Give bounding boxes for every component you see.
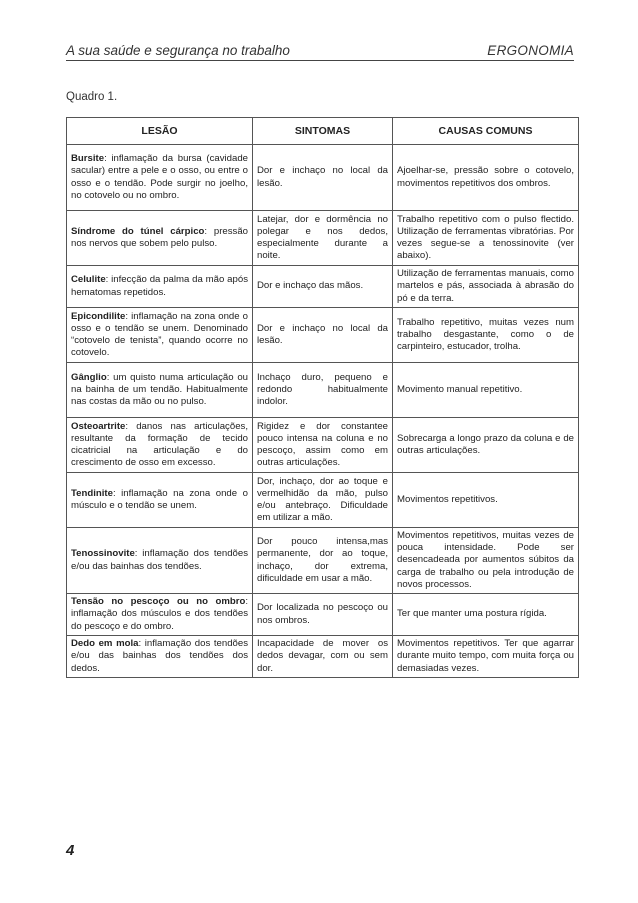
causas-cell: Ajoelhar-se, pressão sobre o cotovelo, movimentos repetitivos dos ombros.	[393, 145, 579, 211]
table-header-row	[67, 118, 579, 145]
causas-cell: Movimentos repetitivos. Ter que agarrar durante muito tempo, com muita força ou demasiadas vezes.	[393, 636, 579, 678]
lesao-term: Gânglio	[71, 371, 107, 383]
table-row	[67, 473, 579, 528]
header-section: ERGONOMIA	[487, 43, 574, 58]
table-row	[67, 145, 579, 211]
table-row	[67, 418, 579, 473]
sintomas-cell: Incapacidade de mover os dedos devagar, com ou sem dor.	[253, 636, 393, 678]
causas-cell: Movimentos repetitivos.	[393, 473, 579, 528]
causas-cell: Sobrecarga a longo prazo da coluna e de outras articulações.	[393, 418, 579, 473]
lesao-term: Bursite	[71, 153, 105, 165]
lesao-cell	[67, 636, 253, 678]
table-row	[67, 363, 579, 418]
lesao-description: : danos nas articulações, resultante da formação de tecido cicatricial na articulação e do crescimento de osso em excesso.	[71, 420, 248, 469]
lesao-cell	[67, 418, 253, 473]
lesao-description: : inflamação dos músculos e dos tendões do pescoço e do ombro.	[71, 596, 248, 632]
lesao-description: : inflamação dos tendões e/ou das bainhas dos tendões dos dedos.	[71, 638, 248, 674]
lesao-term: Síndrome do túnel cárpico	[71, 225, 205, 237]
sintomas-cell: Dor e inchaço no local da lesão.	[253, 145, 393, 211]
lesao-cell	[67, 308, 253, 363]
lesao-description: : infecção da palma da mão após hematomas repetidos.	[71, 274, 248, 298]
sintomas-cell: Dor, inchaço, dor ao toque e vermelhidão da mão, pulso e/ou antebraço. Dificuldade em utilizar a mão.	[253, 473, 393, 528]
lesao-term: Tenossinovite	[71, 548, 135, 560]
lesao-description: : pressão nos nervos que sobem pelo pulso.	[71, 225, 248, 249]
lesao-cell	[67, 528, 253, 594]
lesao-description: : um quisto numa articulação ou na bainha de um tendão. Habitualmente nas costas da mão ou no pulso.	[71, 371, 248, 408]
lesao-term: Tendinite	[71, 487, 113, 499]
causas-cell: Utilização de ferramentas manuais, como martelos e pás, associada à abrasão do pó e da terra.	[393, 266, 579, 308]
lesao-description: : inflamação da bursa (cavidade sacular) entre a pele e o osso, ou entre o osso e o tendão. Pode surgir no joelho, no cotovelo ou no ombro.	[71, 153, 248, 201]
table-row	[67, 308, 579, 363]
header-title: A sua saúde e segurança no trabalho	[66, 43, 290, 58]
lesao-cell	[67, 145, 253, 211]
sintomas-cell: Inchaço duro, pequeno e redondo habitualmente indolor.	[253, 363, 393, 418]
sintomas-cell: Dor localizada no pescoço ou nos ombros.	[253, 594, 393, 636]
lesao-description: : inflamação na zona onde o osso e o tendão se unem. Denominado “cotovelo de tenista”, quando ocorre no cotovelo.	[71, 310, 248, 359]
lesao-cell	[67, 473, 253, 528]
lesao-term: Dedo em mola	[71, 638, 139, 650]
column-header-sintomas: SINTOMAS	[253, 118, 393, 145]
lesao-cell	[67, 266, 253, 308]
lesao-term: Epicondilite	[71, 310, 126, 322]
sintomas-cell: Latejar, dor e dormência no polegar e nos dedos, especialmente durante a noite.	[253, 211, 393, 266]
lesao-description: : inflamação na zona onde o músculo e o tendão se unem.	[71, 487, 248, 511]
lesao-term: Tensão no pescoço ou no ombro	[71, 596, 246, 608]
table-row	[67, 594, 579, 636]
causas-cell: Trabalho repetitivo, muitas vezes num trabalho desgastante, como o de carpinteiro, estucador, trolha.	[393, 308, 579, 363]
table-row	[67, 636, 579, 678]
lesao-cell	[67, 363, 253, 418]
table-row	[67, 211, 579, 266]
table-row	[67, 528, 579, 594]
sintomas-cell: Dor e inchaço no local da lesão.	[253, 308, 393, 363]
lesao-description: : inflamação dos tendões e/ou das bainhas dos tendões.	[71, 548, 248, 572]
lesao-cell	[67, 211, 253, 266]
lesao-term: Celulite	[71, 274, 106, 286]
sintomas-cell: Dor pouco intensa,mas permanente, dor ao toque, inchaço, dor extrema, dificuldade em usar a mão.	[253, 528, 393, 594]
lesao-cell	[67, 594, 253, 636]
sintomas-cell: Dor e inchaço das mãos.	[253, 266, 393, 308]
column-header-lesao: LESÃO	[67, 118, 253, 145]
causas-cell: Ter que manter uma postura rígida.	[393, 594, 579, 636]
lesions-table	[66, 117, 579, 678]
lesao-term: Osteoartrite	[71, 420, 126, 432]
causas-cell: Movimentos repetitivos, muitas vezes de pouca intensidade. Pode ser desencadeada por aumentos súbitos da carga de trabalho ou pela introdução de novos processos.	[393, 528, 579, 594]
causas-cell: Trabalho repetitivo com o pulso flectido. Utilização de ferramentas vibratórias. Por vezes segue-se a tenossinovite (ver abaixo).	[393, 211, 579, 266]
page-header	[66, 34, 574, 61]
column-header-causas: CAUSAS COMUNS	[393, 118, 579, 145]
table-row	[67, 266, 579, 308]
sintomas-cell: Rigidez e dor constantee pouco intensa na coluna e no pescoço, assim como em outras articulações.	[253, 418, 393, 473]
table-caption: Quadro 1.	[66, 91, 118, 103]
causas-cell: Movimento manual repetitivo.	[393, 363, 579, 418]
page-number: 4	[66, 842, 75, 859]
